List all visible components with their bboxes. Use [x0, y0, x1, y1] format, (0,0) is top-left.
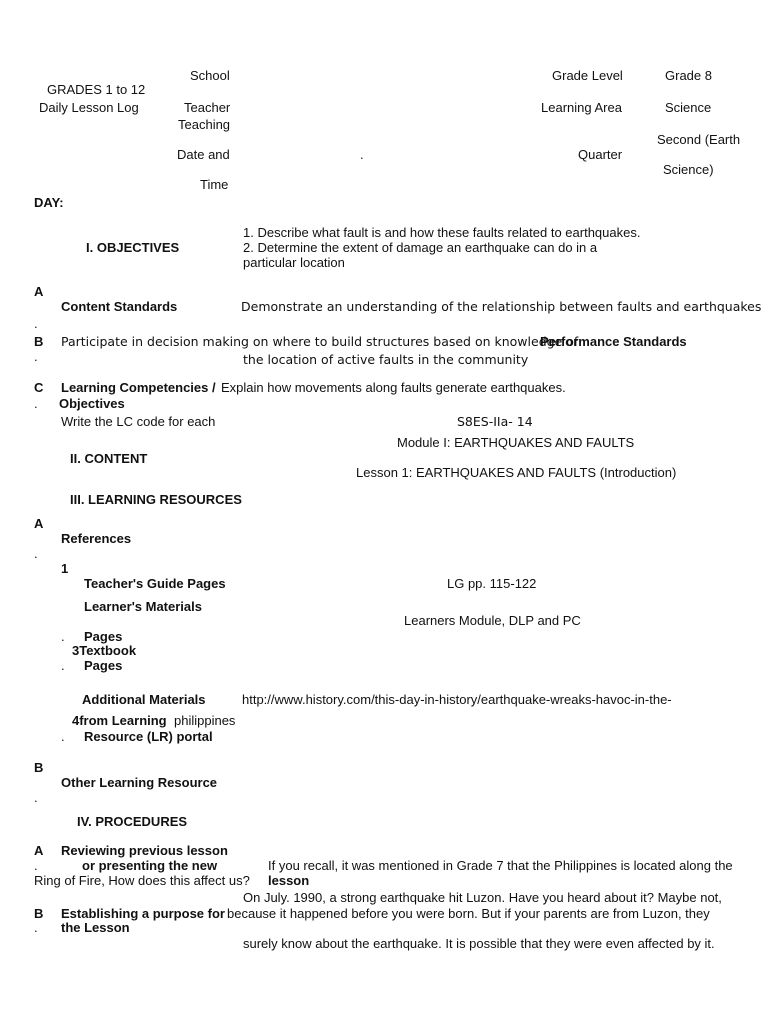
resources-a-letter: A [34, 516, 44, 531]
learners-materials-label: Learner's Materials [84, 599, 202, 614]
learning-competencies-label: Learning Competencies / [61, 380, 216, 395]
purpose-text-line3: surely know about the earthquake. It is possible that they were even affected by it. [243, 936, 715, 951]
teachers-guide-value: LG pp. 115-122 [447, 576, 537, 591]
date-and-label: Date and [177, 147, 230, 162]
establishing-purpose-label: Establishing a purpose for [61, 906, 225, 921]
section-b-letter: B [34, 334, 44, 349]
other-learning-resource-label: Other Learning Resource [61, 775, 218, 790]
lr-portal-label: Resource (LR) portal [84, 729, 213, 744]
lc-code-value: S8ES-IIa- 14 [457, 414, 533, 429]
lesson-label: lesson [268, 873, 310, 888]
learners-materials-value: Learners Module, DLP and PC [404, 613, 581, 628]
pages-dot-1: . [61, 629, 65, 644]
reviewing-lesson-label: Reviewing previous lesson [61, 843, 228, 858]
objective-line3: particular location [243, 255, 345, 270]
resources-a-dot: . [34, 546, 38, 561]
pages-label-2: Pages [84, 658, 123, 673]
teaching-label: Teaching [178, 117, 231, 132]
procedures-a-letter: A [34, 843, 44, 858]
procedures-heading: IV. PROCEDURES [77, 814, 188, 829]
module-title: Module I: EARTHQUAKES AND FAULTS [397, 435, 635, 450]
the-lesson-label: the Lesson [61, 920, 130, 935]
lr-portal-url-line1[interactable]: http://www.history.com/this-day-in-history/earthquake-wreaks-havoc-in-the- [242, 692, 672, 707]
learning-resources-heading: III. LEARNING RESOURCES [70, 492, 242, 507]
performance-standards-text2: the location of active faults in the community [243, 352, 529, 367]
school-label: School [190, 68, 230, 83]
learning-area-label: Learning Area [541, 100, 622, 115]
performance-standards-text1: Participate in decision making on where to build structures based on knowledge of [61, 334, 579, 349]
day-label: DAY: [34, 195, 64, 210]
references-label: References [61, 531, 132, 546]
textbook-label: 3Textbook [72, 643, 137, 658]
section-a-dot: . [34, 316, 38, 331]
content-standards-label: Content Standards [61, 299, 178, 314]
review-text-line1: If you recall, it was mentioned in Grade 7 that the Philippines is located along the [268, 858, 733, 873]
teachers-guide-label: Teacher's Guide Pages [84, 576, 226, 591]
objectives-heading: I. OBJECTIVES [86, 240, 180, 255]
objective-line2: 2. Determine the extent of damage an earthquake can do in a [243, 240, 598, 255]
quarter-label: Quarter [578, 147, 623, 162]
purpose-text-line2: because it happened before you were born. But if your parents are from Luzon, they [227, 906, 710, 921]
lesson-log-title-line2: Daily Lesson Log [39, 100, 139, 115]
content-standards-value: Demonstrate an understanding of the relationship between faults and earthquakes [241, 299, 762, 314]
reference-number-1: 1 [61, 561, 69, 576]
content-heading: II. CONTENT [70, 451, 148, 466]
date-dot: . [360, 147, 364, 162]
resources-b-dot: . [34, 790, 38, 805]
teacher-label: Teacher [184, 100, 231, 115]
quarter-value-line2: Science) [663, 162, 714, 177]
additional-materials-label: Additional Materials [82, 692, 206, 707]
grade-level-value: Grade 8 [665, 68, 712, 83]
grade-level-label: Grade Level [552, 68, 623, 83]
lesson-log-title-line1: GRADES 1 to 12 [47, 82, 146, 97]
time-label: Time [200, 177, 229, 192]
performance-standards-label: Performance Standards [540, 334, 687, 349]
review-text-line2: Ring of Fire, How does this affect us? [34, 873, 250, 888]
section-c-dot: . [34, 396, 38, 411]
from-learning-label: 4from Learning [72, 713, 167, 728]
section-a-letter: A [34, 284, 44, 299]
section-b-dot: . [34, 349, 38, 364]
objective-line1: 1. Describe what fault is and how these faults related to earthquakes. [243, 225, 641, 240]
learning-area-value: Science [665, 100, 712, 115]
quarter-value-line1: Second (Earth [657, 132, 741, 147]
objectives-sublabel: Objectives [59, 396, 125, 411]
lesson-title: Lesson 1: EARTHQUAKES AND FAULTS (Introduction) [356, 465, 677, 480]
pages-label-1: Pages [84, 629, 123, 644]
lr-portal-dot: . [61, 729, 65, 744]
presenting-new-label: or presenting the new [82, 858, 218, 873]
section-c-letter: C [34, 380, 44, 395]
pages-dot-2: . [61, 658, 65, 673]
procedures-a-dot: . [34, 858, 38, 873]
lr-portal-url-line2[interactable]: philippines [174, 713, 236, 728]
learning-competencies-value: Explain how movements along faults generate earthquakes. [221, 380, 566, 395]
lc-code-note: Write the LC code for each [61, 414, 216, 429]
resources-b-letter: B [34, 760, 44, 775]
procedures-b-letter: B [34, 906, 44, 921]
purpose-text-line1: On July. 1990, a strong earthquake hit Luzon. Have you heard about it? Maybe not, [243, 890, 722, 905]
procedures-b-dot: . [34, 920, 38, 935]
